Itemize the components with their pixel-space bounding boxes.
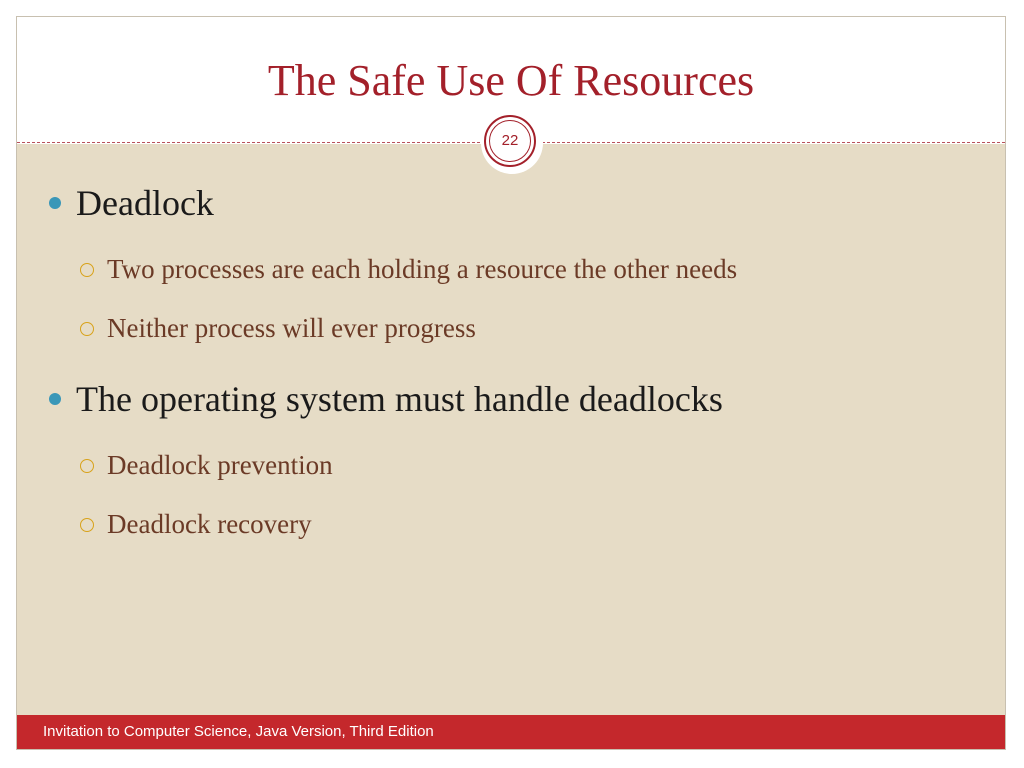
sub-bullet-item (107, 507, 312, 541)
bullet-text: Deadlock (76, 183, 214, 223)
hollow-circle-bullet-icon (80, 263, 94, 277)
sub-bullet-item (107, 448, 333, 482)
filled-circle-bullet-icon (49, 393, 61, 405)
sub-bullet-text: Deadlock prevention (107, 450, 333, 480)
bullet-item (76, 377, 723, 421)
sub-bullet-text: Deadlock recovery (107, 509, 312, 539)
sub-bullet-text: Neither process will ever progress (107, 313, 476, 343)
bullet-item (76, 181, 214, 225)
hollow-circle-bullet-icon (80, 459, 94, 473)
sub-bullet-text: Two processes are each holding a resource the other needs (107, 254, 738, 284)
sub-bullet-item (107, 311, 476, 345)
hollow-circle-bullet-icon (80, 518, 94, 532)
sub-bullet-item (107, 252, 737, 286)
slide-number-badge: 22 (489, 120, 531, 162)
hollow-circle-bullet-icon (80, 322, 94, 336)
slide (16, 16, 1006, 750)
filled-circle-bullet-icon (49, 197, 61, 209)
footer-bar (17, 715, 1005, 749)
bullet-text: The operating system must handle deadlocks (76, 379, 723, 419)
slide-title: The Safe Use Of Resources (267, 56, 755, 105)
footer-text: Invitation to Computer Science, Java Version, Third Edition (43, 723, 434, 740)
